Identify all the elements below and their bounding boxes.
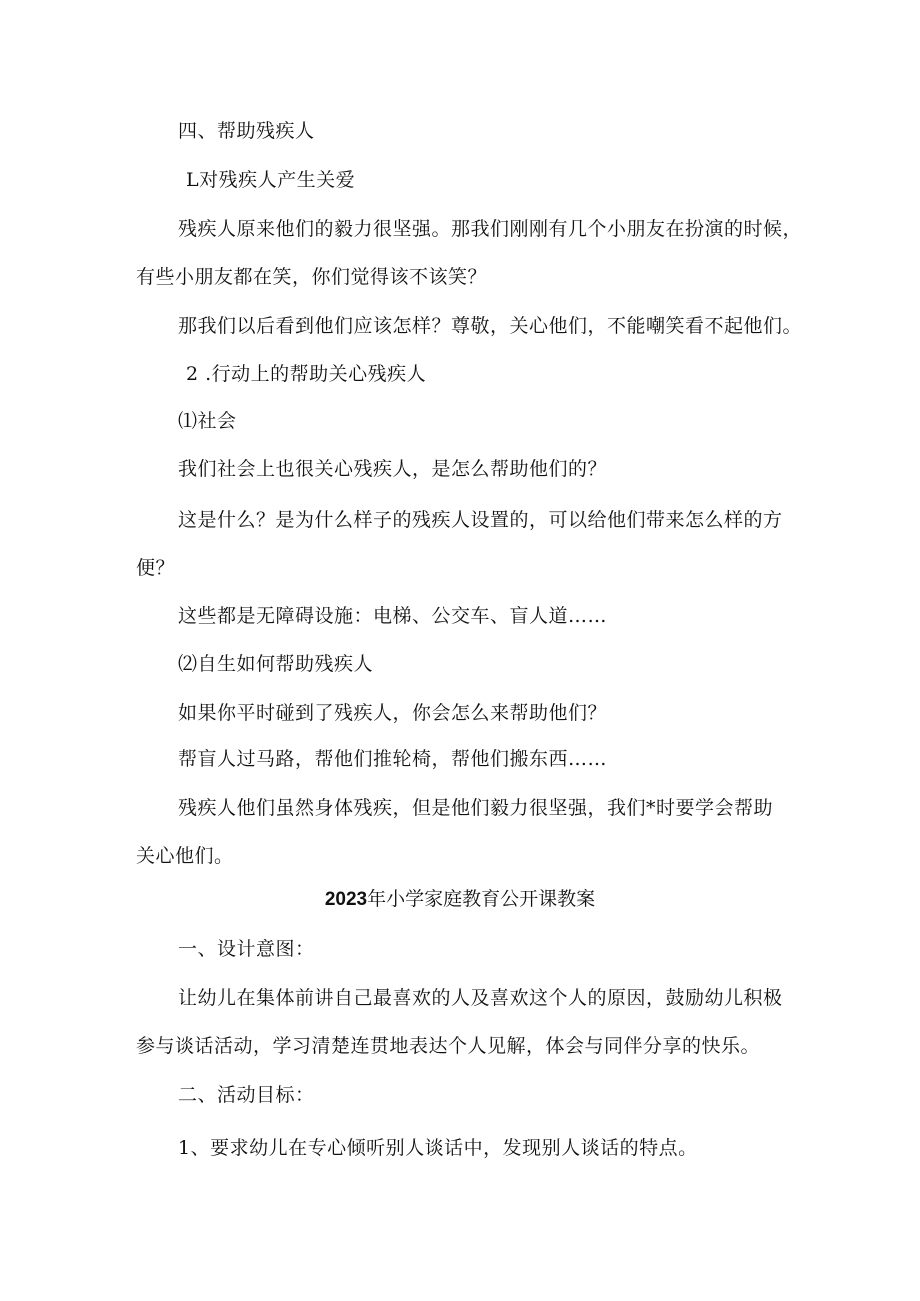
paragraph-line: 让幼儿在集体前讲自己最喜欢的人及喜欢这个人的原因，鼓励幼儿积极 xyxy=(178,987,783,1009)
paragraph-line: 我们社会上也很关心残疾人，是怎么帮助他们的？ xyxy=(178,458,608,480)
paragraph-line: 帮盲人过马路，帮他们推轮椅，帮他们搬东西…… xyxy=(178,748,608,770)
subheading-care: L对残疾人产生关爱 xyxy=(186,169,356,191)
list-item-society: ⑴社会 xyxy=(178,410,237,432)
paragraph-line: 这些都是无障碍设施：电梯、公交车、盲人道…… xyxy=(178,605,608,627)
list-item-goal-1: 1、要求幼儿在专心倾听别人谈话中，发现别人谈话的特点。 xyxy=(178,1137,698,1159)
paragraph-line: 那我们以后看到他们应该怎样？尊敬，关心他们，不能嘲笑看不起他们。 xyxy=(178,315,803,337)
paragraph-line: 残疾人他们虽然身体残疾，但是他们毅力很坚强，我们*时要学会帮助 xyxy=(178,797,774,819)
paragraph-line: 便？ xyxy=(136,557,176,579)
list-item-self-help: ⑵自生如何帮助残疾人 xyxy=(178,653,374,675)
document-title xyxy=(0,886,920,913)
paragraph-line: 残疾人原来他们的毅力很坚强。那我们刚刚有几个小朋友在扮演的时候， xyxy=(178,218,803,240)
paragraph-line: 这是什么？是为什么样子的残疾人设置的，可以给他们带来怎么样的方 xyxy=(178,509,783,531)
section-heading-activity-goals: 二、活动目标： xyxy=(178,1084,315,1106)
section-heading-design-intent: 一、设计意图： xyxy=(178,938,315,960)
paragraph-line: 参与谈话活动，学习清楚连贯地表达个人见解，体会与同伴分享的快乐。 xyxy=(136,1035,761,1057)
title-year: 2023 xyxy=(324,889,368,910)
subheading-action: 2 .行动上的帮助关心残疾人 xyxy=(186,363,427,385)
title-text: 年小学家庭教育公开课教案 xyxy=(367,888,596,910)
paragraph-line: 关心他们。 xyxy=(136,845,234,867)
paragraph-line: 有些小朋友都在笑，你们觉得该不该笑？ xyxy=(136,266,488,288)
section-heading-help-disabled: 四、帮助残疾人 xyxy=(178,120,315,142)
paragraph-line: 如果你平时碰到了残疾人，你会怎么来帮助他们？ xyxy=(178,702,608,724)
